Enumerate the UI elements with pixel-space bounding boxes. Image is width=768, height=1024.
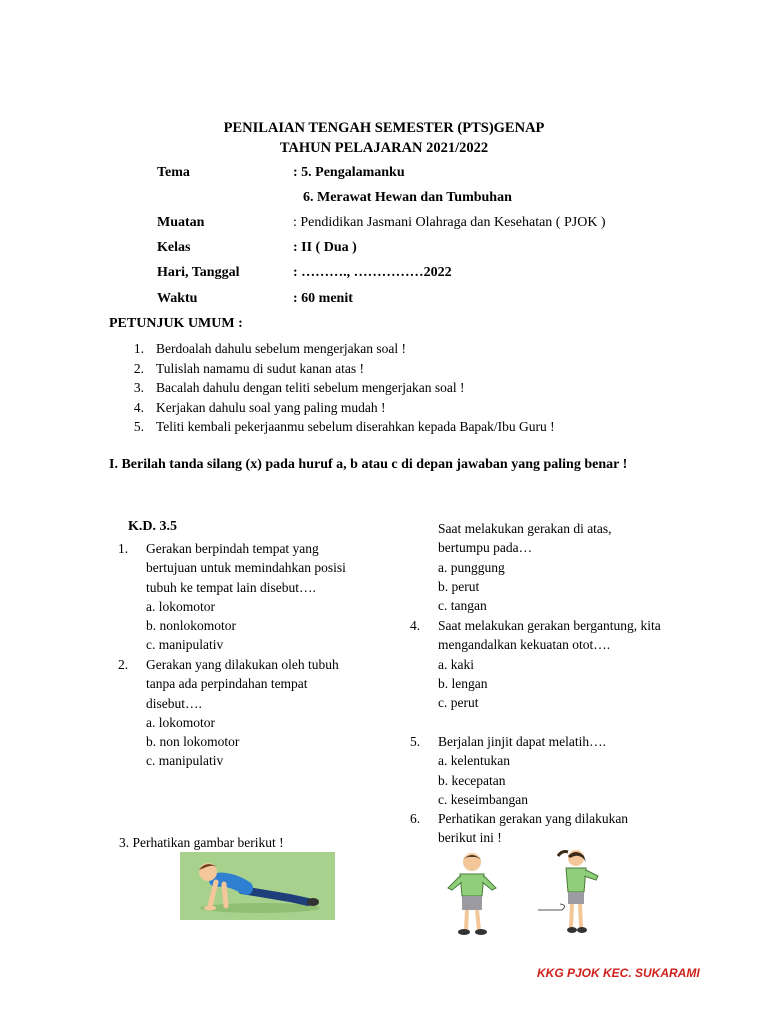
push-up-image (180, 852, 335, 920)
option-a[interactable]: a. lokomotor (146, 598, 215, 614)
question-number: 1. (118, 541, 129, 556)
option-b[interactable]: b. nonlokomotor (146, 618, 236, 634)
info-value-waktu: : 60 menit (293, 291, 353, 306)
option-a[interactable]: a. kaki (438, 656, 474, 672)
info-value-tema-2: 6. Merawat Hewan dan Tumbuhan (303, 190, 512, 205)
balance-walk-image (440, 848, 620, 938)
option-a[interactable]: a. kelentukan (438, 753, 510, 769)
question-3-prompt: 3. Perhatikan gambar berikut ! (119, 835, 284, 850)
instruction-item: 1. Berdoalah dahulu sebelum mengerjakan soal ! (133, 341, 407, 356)
option-c[interactable]: c. keseimbangan (438, 791, 528, 807)
option-b[interactable]: b. kecepatan (438, 772, 506, 788)
option-b[interactable]: b. perut (438, 578, 480, 594)
question-number: 4. (410, 618, 421, 633)
question-text: Saat melakukan gerakan bergantung, kita mengandalkan kekuatan otot…. a. kaki b. lengan c. perut (438, 616, 661, 712)
instruction-item: 3. Bacalah dahulu dengan teliti sebelum mengerjakan soal ! (133, 380, 465, 395)
info-label-tema: Tema (157, 165, 190, 180)
info-label-hari: Hari, Tanggal (157, 265, 240, 280)
instruction-item: 5. Teliti kembali pekerjaanmu sebelum diserahkan kepada Bapak/Ibu Guru ! (133, 419, 555, 434)
info-value-kelas: : II ( Dua ) (293, 240, 357, 255)
instruction-item: 2. Tulislah namamu di sudut kanan atas ! (133, 360, 364, 376)
option-c[interactable]: c. perut (438, 695, 479, 711)
instruction-list (120, 341, 555, 439)
question-text: Perhatikan gerakan yang dilakukan berikut ini ! (438, 811, 629, 846)
kd-label: K.D. 3.5 (128, 519, 177, 534)
page-subtitle: TAHUN PELAJARAN 2021/2022 (279, 140, 489, 156)
option-b[interactable]: b. lengan (438, 675, 488, 691)
option-c[interactable]: c. manipulativ (146, 753, 224, 769)
info-value-tema: : 5. Pengalamanku (293, 165, 405, 180)
question-text: Gerakan yang dilakukan oleh tubuh tanpa ada perpindahan tempat disebut…. a. lokomotor b. non lokomotor c. manipulativ (146, 655, 339, 771)
instruction-item: 4. Kerjakan dahulu soal yang paling mudah ! (133, 399, 386, 415)
question-text: Berjalan jinjit dapat melatih…. a. kelentukan b. kecepatan c. keseimbangan (438, 732, 606, 809)
option-a[interactable]: a. lokomotor (146, 714, 215, 730)
info-label-muatan: Muatan (157, 215, 205, 230)
option-c[interactable]: c. tangan (438, 598, 487, 614)
question-number: 5. (410, 734, 421, 749)
info-label-kelas: Kelas (157, 240, 191, 255)
question-3-continued: Saat melakukan gerakan di atas, bertumpu pada… a. punggung b. perut c. tangan (438, 519, 612, 615)
info-value-hari: : ………., ……………2022 (293, 265, 452, 280)
option-c[interactable]: c. manipulativ (146, 637, 224, 653)
option-b[interactable]: b. non lokomotor (146, 734, 240, 750)
question-number: 6. (410, 811, 421, 826)
footer-credit: KKG PJOK KEC. SUKARAMI (537, 966, 700, 980)
instructions-heading: PETUNJUK UMUM : (109, 316, 243, 331)
info-label-waktu: Waktu (157, 291, 198, 306)
option-a[interactable]: a. punggung (438, 559, 505, 575)
push-up-figure-icon (180, 852, 335, 920)
section-heading: I. Berilah tanda silang (x) pada huruf a, b atau c di depan jawaban yang paling benar ! (109, 457, 628, 472)
children-figures-icon (440, 848, 620, 938)
info-value-muatan: : Pendidikan Jasmani Olahraga dan Kesehatan ( PJOK ) (293, 215, 606, 230)
question-text: Gerakan berpindah tempat yang bertujuan untuk memindahkan posisi tubuh ke tempat lain disebut…. a. lokomotor b. nonlokomotor c. manipulativ (146, 539, 346, 655)
page-title: PENILAIAN TENGAH SEMESTER (PTS)GENAP (223, 120, 545, 136)
question-number: 2. (118, 657, 129, 672)
